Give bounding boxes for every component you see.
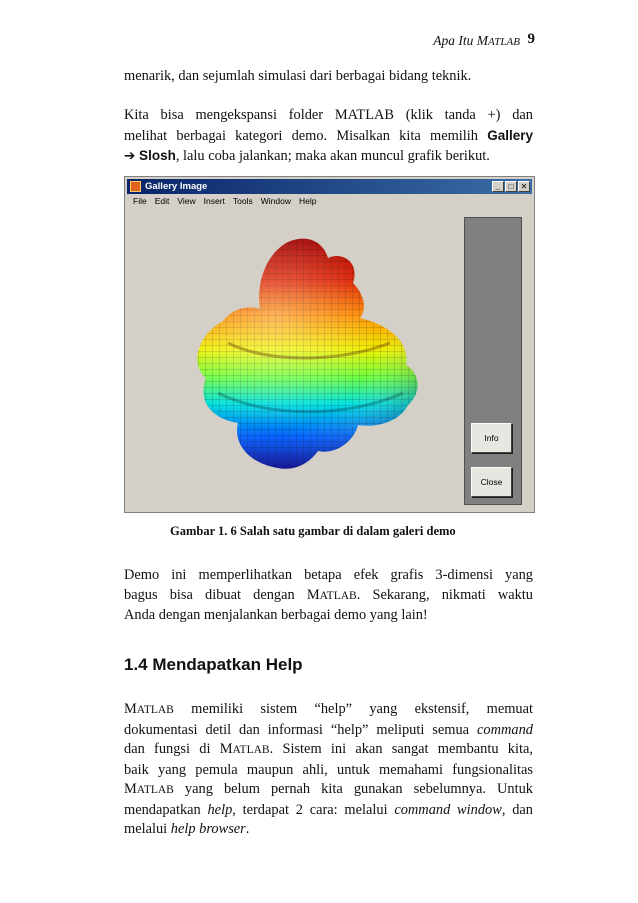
section-heading: 1.4 Mendapatkan Help xyxy=(124,655,303,674)
menu-help[interactable]: Help xyxy=(298,196,317,206)
menu-insert[interactable]: Insert xyxy=(203,196,225,206)
slosh-3d-surface-plot xyxy=(128,213,460,509)
gallery-image-window xyxy=(124,176,535,513)
page-header xyxy=(0,30,638,52)
menu-bar xyxy=(129,196,320,210)
control-panel xyxy=(464,217,522,505)
paragraph-4: MATLAB memiliki sistem “help” yang ekstensif, memuat dokumentasi detil dan informasi “help” meliputi semua command dan fungsi di MATLAB. Sistem ini akan sangat membantu kita, baik yang pemula maupun ahli, untuk memahami fungsionalitas MATLAB yang belum pernah kita gunakan sebelumnya. Untuk mendapatkan help, terdapat 2 cara: melalui command window, dan melalui help browser. xyxy=(124,701,533,837)
matlab-window-icon xyxy=(130,181,141,192)
figure-caption: Gambar 1. 6 Salah satu gambar di dalam galeri demo xyxy=(170,524,456,538)
window-titlebar[interactable] xyxy=(127,179,532,194)
maximize-button[interactable]: □ xyxy=(505,181,517,192)
surface-shape xyxy=(197,239,417,469)
paragraph-1: menarik, dan sejumlah simulasi dari berbagai bidang teknik. xyxy=(124,68,472,84)
window-controls xyxy=(492,181,530,192)
paragraph-2: Kita bisa mengekspansi folder MATLAB (klik tanda +) dan melihat berbagai kategori demo. Misalkan kita memilih Gallery ➔ Slosh, lalu coba jalankan; maka akan muncul grafik berikut. xyxy=(124,107,533,164)
menu-file[interactable]: File xyxy=(133,196,147,206)
menu-tools[interactable]: Tools xyxy=(232,196,253,206)
window-title: Gallery Image xyxy=(145,180,208,192)
menu-edit[interactable]: Edit xyxy=(154,196,170,206)
info-button[interactable]: Info xyxy=(471,423,512,453)
paragraph-3: Demo ini memperlihatkan betapa efek grafis 3-dimensi yang bagus bisa dibuat dengan MATLAB. Sekarang, nikmati waktu Anda dengan menjalankan berbagai demo yang lain! xyxy=(124,567,533,623)
close-button[interactable]: Close xyxy=(471,467,512,497)
slosh-term: ➔ Slosh xyxy=(124,148,176,163)
running-title: Apa Itu MATLAB xyxy=(433,33,520,48)
menu-window[interactable]: Window xyxy=(260,196,291,206)
window-close-button[interactable]: ✕ xyxy=(518,181,530,192)
menu-view[interactable]: View xyxy=(177,196,196,206)
page-number: 9 xyxy=(527,31,535,47)
gallery-term: Gallery xyxy=(487,127,533,143)
minimize-button[interactable]: _ xyxy=(492,181,504,192)
